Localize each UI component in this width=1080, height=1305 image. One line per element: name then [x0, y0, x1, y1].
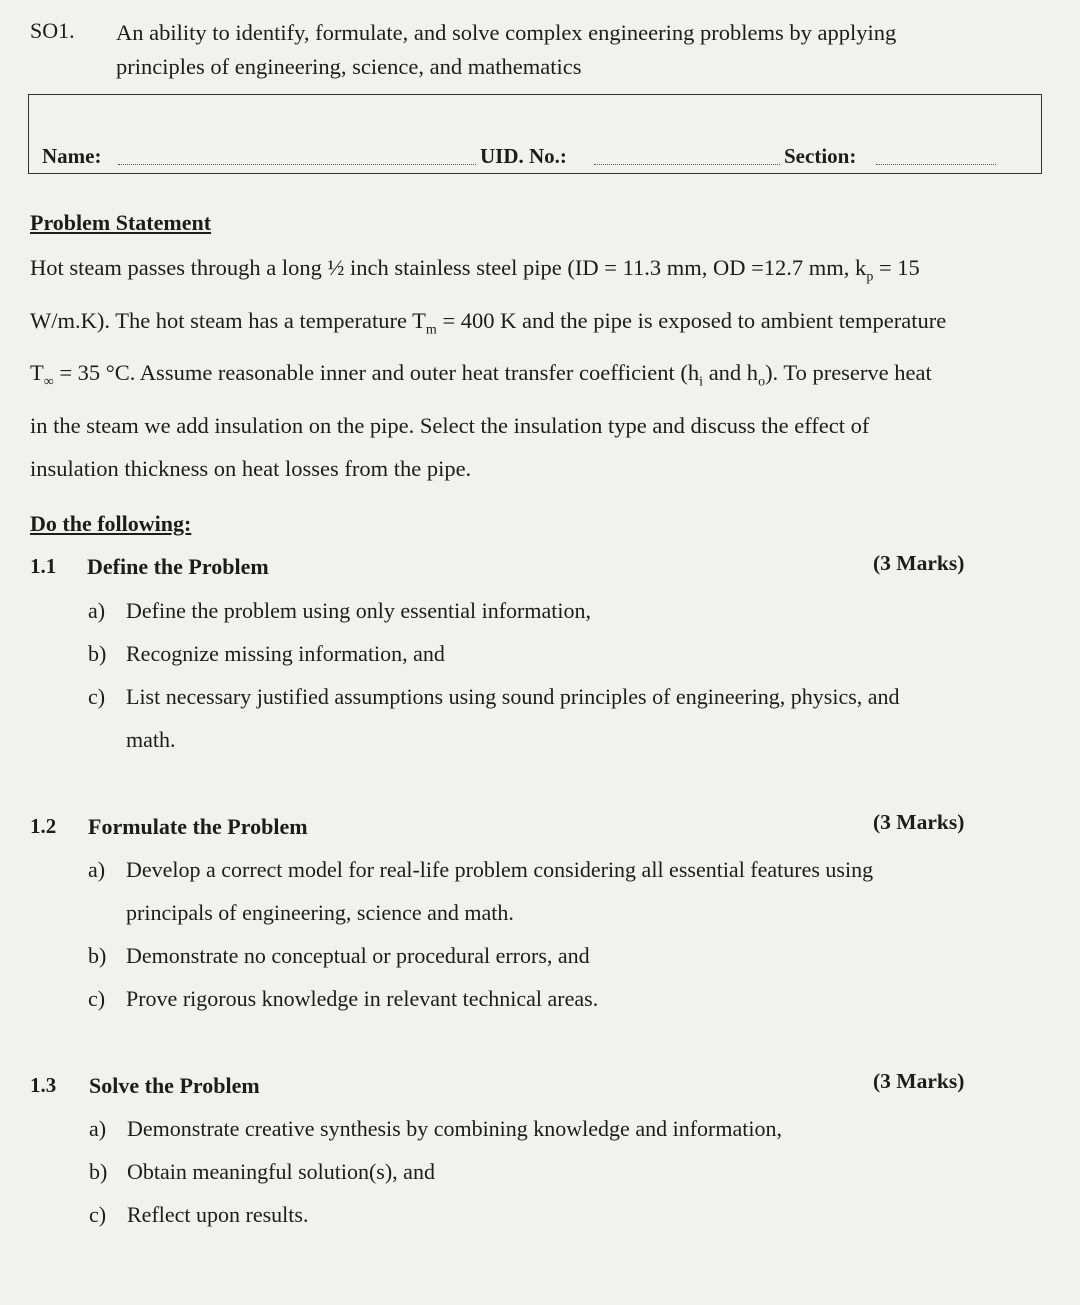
- list-item: b) Recognize missing information, and: [88, 641, 445, 666]
- problem-line-1: Hot steam passes through a long ½ inch stainless steel pipe (ID = 11.3 mm, OD =12.7 mm, $k_p = 15$: [30, 255, 920, 285]
- section-number: 1.3: [30, 1073, 57, 1097]
- problem-heading: Problem Statement: [30, 210, 212, 235]
- name-label: Name:: [42, 144, 102, 168]
- uid-field[interactable]: [594, 164, 780, 165]
- section-title: Solve the Problem: [89, 1073, 260, 1098]
- problem-statement: [30, 246, 1052, 490]
- list-item: c) List necessary justified assumptions using sound principles of engineering, physics, and: [88, 684, 900, 709]
- outcome-line-1: An ability to identify, formulate, and solve complex engineering problems by applying: [116, 20, 897, 45]
- problem-line-2: W/m.K). The hot steam has a temperature $T_m = 400$ K and the pipe is exposed to ambient temperature: [30, 307, 947, 337]
- list-item: a) Develop a correct model for real-life problem considering all essential features using: [88, 857, 874, 882]
- list-item-continuation: principals of engineering, science and math.: [126, 900, 514, 925]
- list-item: c) Prove rigorous knowledge in relevant technical areas.: [88, 986, 599, 1011]
- section-label: Section:: [784, 144, 857, 168]
- name-field[interactable]: [118, 164, 476, 165]
- list-item: a) Define the problem using only essential information,: [88, 598, 591, 623]
- section-marks: (3 Marks): [873, 1069, 965, 1093]
- section-number: 1.2: [30, 814, 57, 838]
- section-number: 1.1: [30, 554, 57, 578]
- list-item: a) Demonstrate creative synthesis by combining knowledge and information,: [89, 1116, 782, 1141]
- outcome-line-2: principles of engineering, science, and mathematics: [116, 54, 582, 79]
- section-marks: (3 Marks): [873, 551, 965, 575]
- list-item: c) Reflect upon results.: [89, 1202, 309, 1227]
- section-title: Formulate the Problem: [88, 814, 308, 839]
- outcome-code: SO1.: [30, 18, 75, 43]
- problem-line-4: in the steam we add insulation on the pipe. Select the insulation type and discuss the effect of: [30, 412, 870, 438]
- section-marks: (3 Marks): [873, 810, 965, 834]
- outcome-description: [116, 16, 1056, 84]
- problem-line-3: $T_\infty = 35$ °C. Assume reasonable inner and outer heat transfer coefficient ($h_i$ and $h_o$). To preserve heat: [30, 360, 932, 390]
- section-title: Define the Problem: [87, 554, 269, 579]
- list-item: b) Obtain meaningful solution(s), and: [89, 1159, 435, 1184]
- section-field[interactable]: [876, 164, 996, 165]
- uid-label: UID. No.:: [480, 144, 567, 168]
- tasks-heading: Do the following:: [30, 511, 192, 536]
- list-item-continuation: math.: [126, 727, 176, 752]
- problem-line-5: insulation thickness on heat losses from the pipe.: [30, 455, 472, 481]
- list-item: b) Demonstrate no conceptual or procedural errors, and: [88, 943, 590, 968]
